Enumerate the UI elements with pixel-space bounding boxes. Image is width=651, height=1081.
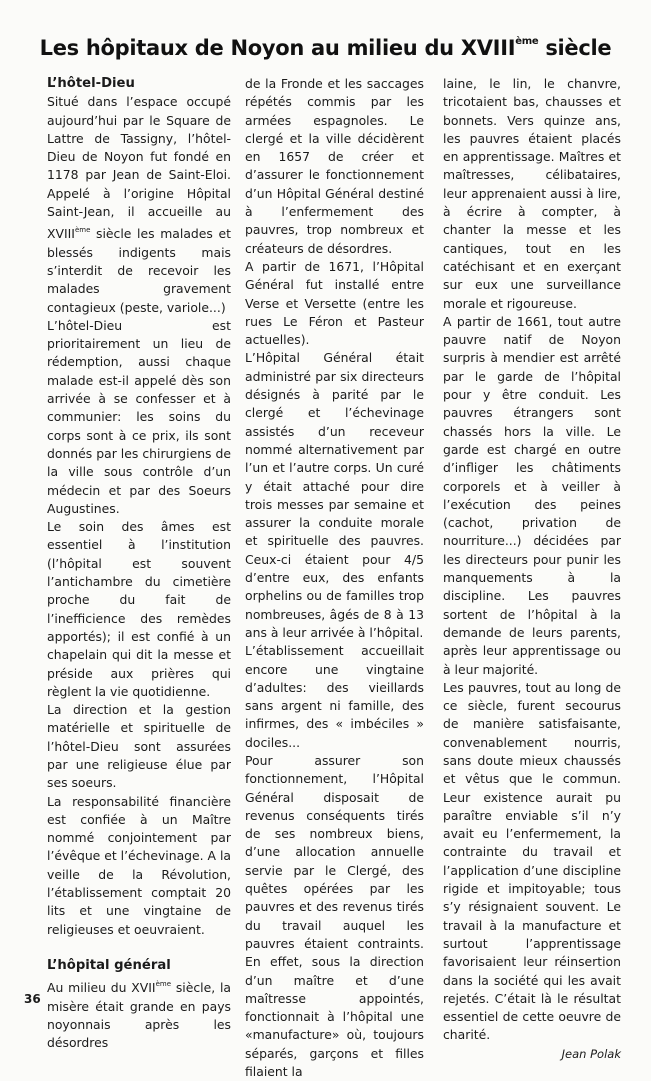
column-3	[443, 75, 621, 1063]
paragraph	[47, 975, 231, 1052]
paragraph: Le soin des âmes est essentiel à l’institution (l’hôpital est souvent l’antichambre du cimetière proche du fait de l’inefficience des remèdes apportés); il est confié à un chapelain qui dit la messe et préside aux prières qui règlent la vie quotidienne.	[47, 519, 231, 699]
author-signature: Jean Polak	[561, 1046, 621, 1061]
paragraph: de la Fronde et les saccages répétés commis par les armées espagnoles. Le clergé et la ville décidèrent en 1657 de créer et d’assurer le fonctionnement d’un Hôpital Général destiné à l’enfermement des pauvres, trop nombreux et créateurs de désordres.	[245, 76, 424, 256]
paragraph: Les pauvres, tout au long de ce siècle, furent secourus de manière satisfaisante, convenablement nourris, sans doute mieux chaussés et vêtus que le commun. Leur existence aurait pu paraître enviable s’il n’y avait eu l’enfermement, la contrainte du travail et l’application d’une discipline rigide et impitoyable; tous s’y résignaient souvent. Le travail à la manufacture et surtout l’apprentissage favorisaient leur réinsertion dans la société qui les avait rejetés. C’était là le résultat essentiel de cette oeuvre de charité.	[443, 679, 621, 1043]
paragraph: L’établissement accueillait encore une vingtaine d’adultes: des vieillards sans argent ni famille, des infirmes, des « imbéciles » dociles...	[245, 643, 424, 750]
paragraph: Pour assurer son fonctionnement, l’Hôpital Général disposait de revenus conséquents tirés de ses nombreux biens, d’une allocation annuelle servie par le Clergé, des quêtes opérées par les pauvres et des revenus tirés du travail auquel les pauvres étaient contraints. En effet, sous la direction d’un maître et d’une maîtresse appointés, fonctionnait à l’hôpital une «manufacture» où, toujours séparés, garçons et filles filaient la	[245, 752, 424, 1080]
page-title-text: Les hôpitaux de Noyon au milieu du XVIII	[39, 36, 516, 61]
paragraph: laine, le lin, le chanvre, tricotaient bas, chausses et bonnets. Vers quinze ans, les pauvres étaient placés en apprentissage. Maîtres et maîtresses, célibataires, leur apprenaient aussi à lire, à écrire à compter, à chanter la messe et les cantiques, tout en les catéchisant et en exerçant sur eux une surveillance morale et rigoureuse.	[443, 76, 621, 311]
paragraph	[47, 93, 231, 317]
paragraph: A partir de 1661, tout autre pauvre natif de Noyon surpris à mendier est arrêté par le garde de l’hôpital pour y être conduit. Les pauvres étrangers sont chassés hors la ville. Le garde est chargé en outre d’infliger les châtiments corporels et à veiller à l’exécution des peines (cachot, privation de nourriture...) décidées par les directeurs pour punir les manquements à la discipline. Les pauvres sortent de l’hôpital à la demande de leurs parents, après leur apprentissage ou à leur majorité.	[443, 313, 621, 677]
paragraph-text: Situé dans l’espace occupé aujourd’hui par le Square de Lattre de Tassigny, l’hôtel-Dieu de Noyon fut fondé en 1178 par Jean de Saint-Eloi. Appelé à l’origine Hôpital Saint-Jean, il accueille au XVIII	[47, 94, 231, 242]
spacer	[47, 939, 231, 957]
column-1	[47, 75, 231, 1052]
column-2	[245, 75, 424, 1081]
paragraph: L’hôtel-Dieu est prioritairement un lieu de rédemption, aussi chaque malade est-il appelé dès son arrivée à se confesser et à communier: les soins du corps sont à ce prix, ils sont donnés par les chirurgiens de la ville sous contrôle d’un médecin et par des Soeurs Augustines.	[47, 317, 231, 516]
superscript: ème	[74, 226, 91, 235]
paragraph-text: siècle, la misère était grande en pays noyonnais après les désordres	[47, 980, 231, 1051]
superscript: ème	[155, 980, 172, 989]
page-title	[0, 36, 651, 60]
paragraph: La responsabilité financière est confiée à un Maître nommé conjointement par l’évêque et l’échevinage. A la veille de la Révolution, l’établissement comptait 20 lits et une vingtaine de religieuses et oeuvraient.	[47, 793, 231, 937]
section-heading-hotel-dieu: L’hôtel-Dieu	[47, 76, 135, 91]
page-number: 36	[24, 992, 41, 1006]
page-title-end: siècle	[538, 36, 612, 61]
section-heading-hopital-general: L’hôpital général	[47, 957, 171, 973]
paragraph: A partir de 1671, l’Hôpital Général fut installé entre Verse et Versette (entre les rues Le Féron et Pasteur actuelles).	[245, 258, 424, 348]
paragraph-text: siècle les malades et blessés indigents mais s’interdit de recevoir les malades gravement contagieux (peste, variole...)	[47, 226, 231, 315]
paragraph-text: Au milieu du XVII	[47, 980, 156, 996]
paragraph: La direction et la gestion matérielle et spirituelle de l’hôtel-Dieu sont assurées par une religieuse élue par ses soeurs.	[47, 702, 231, 791]
paragraph: L’Hôpital Général était administré par six directeurs désignés à parité par le clergé et l’échevinage assistés d’un receveur nommé alternativement par l’un et l’autre corps. Un curé y était attaché pour dire trois messes par semaine et assurer la conduite morale et spirituelle des pauvres. Ceux-ci étaient pour 4/5 d’entre eux, des enfants orphelins ou de familles trop nombreuses, âgés de 8 à 13 ans à leur arrivée à l’hôpital.	[245, 350, 424, 640]
page-title-superscript: ème	[515, 36, 539, 48]
